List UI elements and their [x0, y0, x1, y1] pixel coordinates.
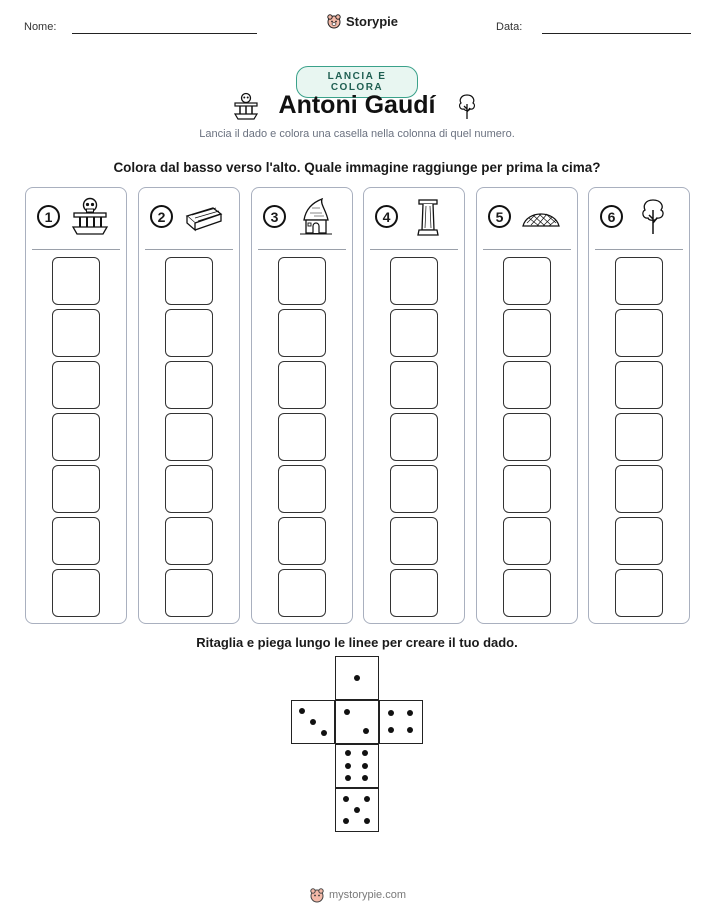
- color-cell[interactable]: [278, 465, 326, 513]
- footer: [309, 887, 406, 903]
- color-cell[interactable]: [390, 309, 438, 357]
- column-5: [476, 187, 578, 624]
- color-cell[interactable]: [52, 361, 100, 409]
- die-pip: [364, 818, 370, 824]
- column-divider: [258, 249, 346, 250]
- color-cell[interactable]: [52, 413, 100, 461]
- die-pip: [354, 807, 360, 813]
- die-pip: [362, 763, 368, 769]
- column-divider: [483, 249, 571, 250]
- column-number: 6: [600, 205, 623, 228]
- color-cell[interactable]: [503, 361, 551, 409]
- instruction: Colora dal basso verso l'alto. Quale immagine raggiunge per prima la cima?: [113, 160, 601, 175]
- color-cell[interactable]: [52, 569, 100, 617]
- color-cell[interactable]: [390, 517, 438, 565]
- color-cell[interactable]: [278, 257, 326, 305]
- die-pip: [299, 708, 305, 714]
- color-cell[interactable]: [615, 569, 663, 617]
- die-pip: [345, 763, 351, 769]
- column-divider: [32, 249, 120, 250]
- die-pip: [310, 719, 316, 725]
- column-6: [588, 187, 690, 624]
- color-cell[interactable]: [615, 413, 663, 461]
- title-balcony-icon: [232, 92, 260, 122]
- color-cell[interactable]: [503, 517, 551, 565]
- die-pip: [344, 709, 350, 715]
- column-number: 4: [375, 205, 398, 228]
- color-cell[interactable]: [278, 517, 326, 565]
- cut-instruction: Ritaglia e piega lungo le linee per creare il tuo dado.: [196, 635, 518, 650]
- color-cell[interactable]: [52, 465, 100, 513]
- color-cell[interactable]: [615, 465, 663, 513]
- column-divider: [145, 249, 233, 250]
- bench-icon: [183, 196, 223, 238]
- die-pip: [354, 675, 360, 681]
- color-cell[interactable]: [615, 361, 663, 409]
- color-cell[interactable]: [165, 517, 213, 565]
- column-number: 3: [263, 205, 286, 228]
- column-2: [138, 187, 240, 624]
- color-cell[interactable]: [278, 413, 326, 461]
- die-pip: [343, 796, 349, 802]
- die-pip: [321, 730, 327, 736]
- color-cell[interactable]: [503, 309, 551, 357]
- die-face-1: [335, 656, 379, 700]
- color-cell[interactable]: [52, 257, 100, 305]
- die-pip: [343, 818, 349, 824]
- die-pip: [345, 750, 351, 756]
- die-pip: [388, 727, 394, 733]
- color-cell[interactable]: [278, 361, 326, 409]
- die-pip: [407, 727, 413, 733]
- column-icon: [408, 196, 448, 238]
- page-title: Antoni Gaudí: [278, 91, 436, 119]
- balcony-skull-icon: [70, 196, 110, 238]
- footer-mascot-icon: [309, 887, 325, 903]
- color-cell[interactable]: [503, 257, 551, 305]
- color-cell[interactable]: [615, 517, 663, 565]
- column-divider: [595, 249, 683, 250]
- column-number: 1: [37, 205, 60, 228]
- subtitle: Lancia il dado e colora una casella nella colonna di quel numero.: [199, 128, 515, 140]
- color-cell[interactable]: [390, 361, 438, 409]
- brand-logo: [326, 13, 398, 29]
- color-cell[interactable]: [390, 257, 438, 305]
- color-cell[interactable]: [165, 413, 213, 461]
- color-cell[interactable]: [615, 257, 663, 305]
- color-cell[interactable]: [278, 309, 326, 357]
- color-cell[interactable]: [503, 413, 551, 461]
- color-cell[interactable]: [52, 517, 100, 565]
- brand-name: Storypie: [346, 13, 399, 29]
- column-number: 2: [150, 205, 173, 228]
- color-cell[interactable]: [390, 413, 438, 461]
- color-cell[interactable]: [503, 569, 551, 617]
- color-cell[interactable]: [278, 569, 326, 617]
- name-label: Nome:: [24, 21, 57, 33]
- activity-badge: LANCIA E COLORA: [296, 66, 418, 98]
- column-3: [251, 187, 353, 624]
- column-1: [25, 187, 127, 624]
- die-pip: [363, 728, 369, 734]
- die-face-4: [379, 700, 423, 744]
- title-tree-icon: [455, 92, 479, 122]
- die-pip: [362, 775, 368, 781]
- column-4: [363, 187, 465, 624]
- column-number: 5: [488, 205, 511, 228]
- die-pip: [364, 796, 370, 802]
- die-face-2: [335, 700, 379, 744]
- name-line[interactable]: [72, 33, 257, 34]
- die-pip: [388, 710, 394, 716]
- color-cell[interactable]: [165, 361, 213, 409]
- color-cell[interactable]: [390, 569, 438, 617]
- color-cell[interactable]: [165, 309, 213, 357]
- color-cell[interactable]: [165, 257, 213, 305]
- die-face-3: [291, 700, 335, 744]
- shell-roof-icon: [521, 196, 561, 238]
- die-face-5: [335, 788, 379, 832]
- mushroom-house-icon: [296, 196, 336, 238]
- die-face-6: [335, 744, 379, 788]
- color-cell[interactable]: [165, 569, 213, 617]
- date-line[interactable]: [542, 33, 691, 34]
- die-pip: [345, 775, 351, 781]
- date-label: Data:: [496, 21, 523, 33]
- color-cell[interactable]: [165, 465, 213, 513]
- column-divider: [370, 249, 458, 250]
- die-pip: [407, 710, 413, 716]
- color-cell[interactable]: [390, 465, 438, 513]
- color-cell[interactable]: [52, 309, 100, 357]
- die-pip: [362, 750, 368, 756]
- color-cell[interactable]: [615, 309, 663, 357]
- footer-url[interactable]: mystorypie.com: [329, 889, 407, 901]
- storypie-mascot-icon: [326, 13, 342, 29]
- color-cell[interactable]: [503, 465, 551, 513]
- tree-icon: [633, 196, 673, 238]
